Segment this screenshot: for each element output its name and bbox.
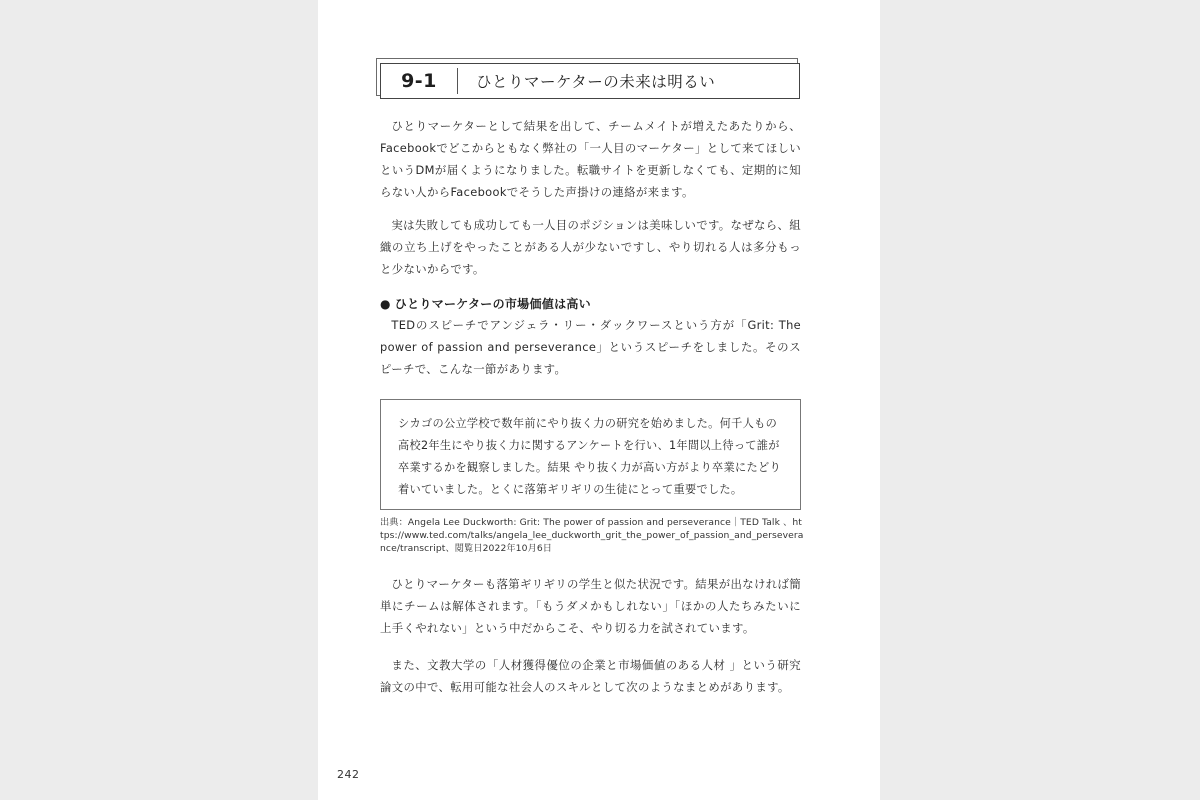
bullet-icon: ●	[380, 297, 391, 311]
paragraph-5-text: また、文教大学の「人材獲得優位の企業と市場価値のある人材 」という研究論文の中で、転用可能な社会人のスキルとして次のようなまとめがあります。	[380, 658, 801, 694]
section-number: 9-1	[401, 70, 437, 92]
paragraph-4-text: ひとりマーケターも落第ギリギリの学生と似た状況です。結果が出なければ簡単にチームは解体されます。「もうダメかもしれない」「ほかの人たちみたいに上手くやれない」という中だからこそ、やり切る力を試されています。	[380, 577, 801, 635]
quote-text: シカゴの公立学校で数年前にやり抜く力の研究を始めました。何千人もの高校2年生にやり抜く力に関するアンケートを行い、1年間以上待って誰が卒業するかを観察しました。結果 やり抜く力が高い方がより卒業にたどり着いていました。とくに落第ギリギリの生徒にとって重要でした。	[398, 417, 781, 496]
paragraph-2-text: 実は失敗しても成功しても一人目のポジションは美味しいです。なぜなら、組織の立ち上げをやったことがある人が少ないですし、やり切れる人は多分もっと少ないからです。	[380, 218, 801, 276]
subheading	[380, 294, 801, 314]
subheading-text: ひとりマーケターの市場価値は高い	[394, 297, 591, 311]
paragraph-3-text: TEDのスピーチでアンジェラ・リー・ダックワースという方が「Grit: The power of passion and perseverance」というスピーチをしました。そのスピーチで、こんな一節があります。	[380, 318, 801, 376]
paragraph-4	[380, 573, 801, 639]
paragraph-1-text: ひとりマーケターとして結果を出して、チームメイトが増えたあたりから、Facebookでどこからともなく弊社の「一人目のマーケター」として来てほしいというDMが届くようになりました。転職サイトを更新しなくても、定期的に知らない人からFacebookでそうした声掛けの連絡が来ます。	[380, 119, 801, 199]
paragraph-1	[380, 115, 801, 203]
quote-box	[380, 399, 801, 510]
section-header-frame	[380, 63, 800, 99]
paragraph-3	[380, 314, 801, 380]
section-title: ひとりマーケターの未来は明るい	[476, 73, 716, 91]
paragraph-2	[380, 214, 801, 280]
citation: 出典：Angela Lee Duckworth: Grit: The power of passion and perseverance｜TED Talk 、https://www.ted.com/talks/angela_lee_duckworth_grit_the_power_of_passion_and_perseverance/transcript、閲覧日2022年10月6日	[380, 517, 804, 554]
page-number: 242	[337, 768, 360, 781]
paragraph-5	[380, 654, 801, 698]
section-header	[380, 63, 800, 99]
